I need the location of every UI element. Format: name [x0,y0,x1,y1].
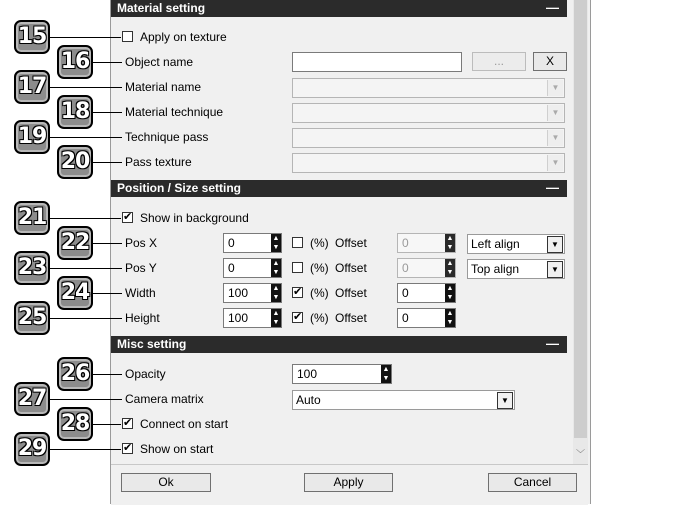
apply-on-texture-label: Apply on texture [140,30,227,44]
cancel-button[interactable]: Cancel [488,473,577,492]
callout-badge-15: 15 [14,20,50,54]
misc-section-header[interactable] [111,336,567,353]
spin-down-icon[interactable]: ▼ [272,269,280,276]
callout-leader [50,137,122,138]
callout-leader [92,112,122,113]
collapse-icon[interactable]: — [546,0,559,15]
callout-badge-22: 22 [57,226,93,260]
callout-badge-20: 20 [57,145,93,179]
offset-label: Offset [335,261,367,275]
position-section-header[interactable] [111,180,567,197]
spin-up-icon[interactable]: ▲ [272,260,280,267]
scroll-down-icon[interactable]: ﹀ [575,449,585,459]
callout-badge-17: 17 [14,70,50,104]
show-on-start-label: Show on start [140,442,214,456]
pos-y-offset-spinner[interactable] [397,258,456,278]
callout-leader [92,424,121,425]
material-technique-dropdown[interactable] [292,103,565,123]
ok-button[interactable]: Ok [121,473,211,492]
spin-buttons[interactable] [271,259,281,277]
offset-label: Offset [335,236,367,250]
chevron-down-icon: ▼ [547,105,563,121]
percent-label: (%) [310,286,329,300]
callout-leader [92,293,122,294]
pass-texture-dropdown[interactable] [292,153,565,173]
pos-x-percent-checkbox[interactable] [292,237,303,248]
callout-badge-26: 26 [57,357,93,391]
spin-down-icon[interactable]: ▼ [446,319,454,326]
technique-pass-label: Technique pass [125,130,209,144]
spin-buttons[interactable] [271,284,281,302]
callout-badge-19: 19 [14,120,50,154]
browse-button[interactable]: ... [472,52,526,71]
apply-on-texture-checkbox[interactable] [122,31,133,42]
chevron-down-icon: ▼ [547,130,563,146]
chevron-down-icon: ▼ [497,392,513,409]
opacity-value: 100 [297,367,318,381]
width-spinner[interactable] [223,283,282,303]
callout-badge-18: 18 [57,95,93,129]
technique-pass-dropdown[interactable] [292,128,565,148]
callout-leader [92,62,122,63]
spin-down-icon[interactable]: ▼ [272,294,280,301]
height-percent-checkbox[interactable] [292,312,303,323]
pos-y-percent-checkbox[interactable] [292,262,303,273]
spin-up-icon[interactable]: ▲ [272,310,280,317]
callout-badge-27: 27 [14,382,50,416]
camera-matrix-dropdown[interactable] [292,390,515,410]
height-value: 100 [228,311,249,325]
material-name-label: Material name [125,80,202,94]
spin-buttons[interactable] [381,365,391,383]
vertical-align-value: Top align [471,262,520,276]
camera-matrix-label: Camera matrix [125,392,204,406]
spin-down-icon[interactable]: ▼ [446,294,454,301]
vertical-align-dropdown[interactable] [467,259,565,279]
spin-buttons[interactable] [445,309,455,327]
spin-down-icon[interactable]: ▼ [272,319,280,326]
spin-buttons[interactable] [271,234,281,252]
pos-x-offset-value: 0 [402,236,409,250]
collapse-icon[interactable]: — [546,180,559,195]
width-offset-spinner[interactable] [397,283,456,303]
show-on-start-checkbox[interactable] [122,443,133,454]
percent-label: (%) [310,261,329,275]
height-offset-spinner[interactable] [397,308,456,328]
camera-matrix-value: Auto [296,393,321,407]
material-technique-label: Material technique [125,105,224,119]
object-name-label: Object name [125,55,194,69]
callout-leader [50,218,121,219]
pos-x-spinner[interactable] [223,233,282,253]
height-label: Height [125,311,160,325]
callout-badge-28: 28 [57,407,93,441]
horizontal-align-dropdown[interactable] [467,234,565,254]
width-value: 100 [228,286,249,300]
spin-buttons[interactable] [445,284,455,302]
show-in-background-label: Show in background [140,211,249,225]
spin-down-icon[interactable]: ▼ [446,269,454,276]
height-spinner[interactable] [223,308,282,328]
callout-leader [50,449,121,450]
callout-leader [92,374,122,375]
chevron-down-icon: ▼ [547,261,563,278]
spin-up-icon[interactable]: ▲ [382,366,390,373]
spin-up-icon[interactable]: ▲ [446,285,454,292]
opacity-spinner[interactable] [292,364,392,384]
spin-buttons[interactable] [271,309,281,327]
spin-down-icon[interactable]: ▼ [446,244,454,251]
horizontal-align-value: Left align [471,237,520,251]
callout-leader [50,37,121,38]
pos-x-offset-spinner[interactable] [397,233,456,253]
spin-up-icon[interactable]: ▲ [446,260,454,267]
connect-on-start-checkbox[interactable] [122,418,133,429]
width-offset-value: 0 [402,286,409,300]
height-offset-value: 0 [402,311,409,325]
section-title: Material setting [117,1,206,15]
spin-buttons[interactable] [445,259,455,277]
connect-on-start-label: Connect on start [140,417,229,431]
callout-badge-16: 16 [57,45,93,79]
spin-up-icon[interactable]: ▲ [446,235,454,242]
pos-y-offset-value: 0 [402,261,409,275]
scrollbar-thumb[interactable] [574,0,587,438]
callout-leader [92,243,122,244]
pos-x-label: Pos X [125,236,158,250]
opacity-label: Opacity [125,367,166,381]
callout-leader [50,399,122,400]
percent-label: (%) [310,236,329,250]
chevron-down-icon: ▼ [547,80,563,96]
callout-leader [50,268,122,269]
section-title: Position / Size setting [117,181,242,195]
offset-label: Offset [335,286,367,300]
pos-y-value: 0 [228,261,235,275]
object-name-input[interactable] [292,52,462,72]
spin-up-icon[interactable]: ▲ [446,310,454,317]
percent-label: (%) [310,311,329,325]
section-title: Misc setting [117,337,187,351]
material-name-dropdown[interactable] [292,78,565,98]
spin-up-icon[interactable]: ▲ [272,235,280,242]
pos-y-label: Pos Y [125,261,157,275]
callout-badge-24: 24 [57,276,93,310]
callout-badge-23: 23 [14,251,50,285]
pos-y-spinner[interactable] [223,258,282,278]
callout-badge-25: 25 [14,301,50,335]
pos-x-value: 0 [228,236,235,250]
apply-button[interactable]: Apply [304,473,393,492]
show-in-background-checkbox[interactable] [122,212,133,223]
collapse-icon[interactable]: — [546,336,559,351]
spin-up-icon[interactable]: ▲ [272,285,280,292]
width-label: Width [125,286,156,300]
spin-buttons[interactable] [445,234,455,252]
callout-leader [50,87,122,88]
chevron-down-icon: ▼ [547,236,563,253]
clear-button[interactable]: X [533,52,567,71]
spin-down-icon[interactable]: ▼ [382,375,390,382]
material-section-header[interactable] [111,0,567,17]
callout-badge-21: 21 [14,201,50,235]
callout-badge-29: 29 [14,432,50,466]
spin-down-icon[interactable]: ▼ [272,244,280,251]
width-percent-checkbox[interactable] [292,287,303,298]
offset-label: Offset [335,311,367,325]
callout-leader [50,318,122,319]
callout-leader [92,162,122,163]
chevron-down-icon: ▼ [547,155,563,171]
pass-texture-label: Pass texture [125,155,192,169]
